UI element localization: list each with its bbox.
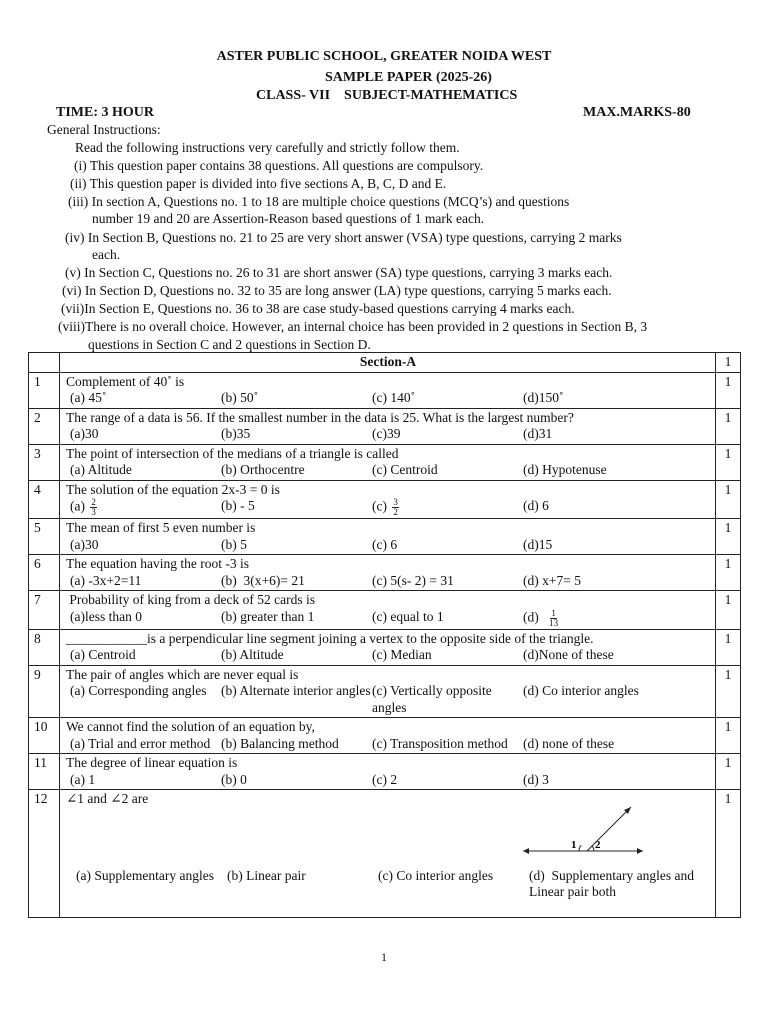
option-b: (b) Linear pair [227, 867, 306, 883]
angle-diagram [519, 804, 649, 864]
question-number: 7 [29, 591, 60, 630]
class-subject: CLASS- VII SUBJECT-MATHEMATICS [256, 88, 518, 103]
fraction-denominator: 2 [393, 507, 398, 517]
instruction-v: (v) In Section C, Questions no. 26 to 31 are short answer (SA) type questions, carrying 3 marks each. [65, 265, 613, 280]
option-a: (a) -3x+2=11 [70, 572, 142, 588]
option-c: (c)39 [372, 426, 401, 441]
question-text: The mean of first 5 even number is [66, 520, 256, 535]
question-mark: 1 [716, 408, 741, 444]
option-d-label: (d) [523, 609, 539, 625]
instruction-i: (i) This question paper contains 38 questions. All questions are compulsory. [74, 158, 484, 173]
option-c: (c) equal to 1 [372, 608, 444, 624]
fraction-numerator: 2 [91, 497, 96, 507]
paper-title: SAMPLE PAPER (2025-26) [325, 70, 492, 85]
instructions-intro: Read the following instructions very carefully and strictly follow them. [75, 140, 460, 155]
right-arrowhead [637, 848, 643, 854]
option-a: (a)less than 0 [70, 608, 142, 624]
question-number: 11 [29, 754, 60, 790]
question-row-8 [29, 629, 741, 665]
option-d: (d) x+7= 5 [523, 572, 581, 588]
question-text: Complement of 40˚ is [66, 373, 185, 389]
option-d: (d)31 [523, 426, 553, 441]
question-row-10 [29, 718, 741, 754]
question-mark: 1 [716, 591, 741, 630]
option-a: (a) 1 [70, 771, 96, 787]
questions-table [28, 352, 741, 918]
fraction-three-halves [392, 498, 399, 517]
option-b: (b) greater than 1 [221, 608, 315, 624]
option-b: (b) 3(x+6)= 21 [221, 572, 305, 588]
question-mark: 1 [716, 754, 741, 790]
page-number: 1 [381, 950, 387, 964]
option-a: (a)30 [70, 426, 99, 441]
question-number: 8 [29, 629, 60, 665]
question-text: We cannot find the solution of an equation by, [66, 719, 315, 734]
angle-2-label: 2 [595, 838, 601, 851]
option-d [523, 609, 712, 628]
left-arrowhead [523, 848, 529, 854]
time-label: TIME: 3 HOUR [56, 105, 154, 120]
question-row-3 [29, 444, 741, 480]
question-row-2 [29, 408, 741, 444]
option-c: (c) 5(s- 2) = 31 [372, 572, 454, 588]
instruction-ii: (ii) This question paper is divided into five sections A, B, C, D and E. [70, 176, 447, 191]
question-text: The range of a data is 56. If the smallest number in the data is 25. What is the largest number? [66, 409, 574, 425]
instruction-viii-cont: questions in Section C and 2 questions in Section D. [88, 337, 371, 352]
fraction-denominator: 3 [91, 507, 96, 517]
question-number: 2 [29, 408, 60, 444]
option-b: (b) Altitude [221, 647, 284, 662]
question-mark: 1 [716, 790, 741, 918]
option-c: (c) Median [372, 647, 432, 662]
question-number: 9 [29, 665, 60, 718]
option-a [70, 498, 221, 517]
option-a: (a) Supplementary angles [76, 867, 214, 883]
fraction-numerator: 3 [393, 497, 398, 507]
question-row-11 [29, 754, 741, 790]
instruction-vii: (vii)In Section E, Questions no. 36 to 38 are case study-based questions carrying 4 marks each. [61, 301, 575, 316]
question-number: 12 [29, 790, 60, 918]
option-c: (c) Transposition method [372, 735, 508, 751]
question-row-5 [29, 519, 741, 555]
max-marks-label: MAX.MARKS-80 [583, 105, 691, 120]
option-d: (d) Supplementary angles and Linear pair both [529, 867, 698, 899]
angle-2-arc [592, 846, 594, 851]
option-d: (d) Hypotenuse [523, 462, 607, 477]
option-a: (a) Altitude [70, 462, 132, 477]
instruction-viii: (viii)There is no overall choice. However, an internal choice has been provided in 2 questions in Section B, 3 [58, 319, 648, 334]
question-number: 3 [29, 444, 60, 480]
question-number: 1 [29, 372, 60, 408]
option-c: (c) 2 [372, 771, 398, 787]
fraction-one-thirteenth [548, 609, 559, 628]
option-a: (a)30 [70, 536, 99, 552]
option-b: (b)35 [221, 426, 251, 441]
option-b: (b) 50˚ [221, 390, 259, 405]
question-text: The solution of the equation 2x-3 = 0 is [66, 481, 280, 497]
option-b: (b) 0 [221, 771, 247, 787]
question-text: ∠1 and ∠2 are [66, 791, 149, 806]
option-d: (d)15 [523, 536, 553, 552]
option-a: (a) Trial and error method [70, 735, 211, 751]
instruction-iii: (iii) In section A, Questions no. 1 to 18 are multiple choice questions (MCQ’s) and questions [68, 194, 570, 209]
question-mark: 1 [716, 480, 741, 519]
question-row-7 [29, 591, 741, 630]
option-b: (b) Alternate interior angles [221, 683, 371, 698]
question-mark: 1 [716, 629, 741, 665]
question-mark: 1 [716, 444, 741, 480]
question-text: The equation having the root -3 is [66, 556, 249, 571]
option-b: (b) - 5 [221, 498, 255, 513]
instruction-vi: (vi) In Section D, Questions no. 32 to 35 are long answer (LA) type questions, carrying 5 marks each. [62, 283, 612, 298]
option-d: (d) none of these [523, 735, 615, 751]
option-d: (d) 6 [523, 498, 549, 513]
question-number: 10 [29, 718, 60, 754]
angle-1-arc [579, 845, 581, 851]
option-a: (a) Centroid [70, 647, 136, 662]
instruction-iv: (iv) In Section B, Questions no. 21 to 25 are very short answer (VSA) type questions, carrying 2 marks [65, 230, 622, 245]
option-a: (a) 45˚ [70, 390, 107, 405]
question-number: 6 [29, 555, 60, 591]
question-mark: 1 [716, 372, 741, 408]
option-c [372, 498, 523, 517]
section-mark: 1 [716, 353, 741, 373]
option-b: (b) 5 [221, 536, 247, 552]
fraction-numerator: 1 [551, 607, 556, 618]
fraction-two-thirds [90, 498, 97, 517]
question-number: 5 [29, 519, 60, 555]
option-c: (c) 140˚ [372, 390, 416, 405]
question-row-6 [29, 555, 741, 591]
option-c: (c) Vertically opposite angles [372, 683, 492, 715]
option-b: (b) Orthocentre [221, 462, 305, 477]
question-row-1 [29, 372, 741, 408]
instructions-heading: General Instructions: [47, 122, 161, 137]
question-text: The degree of linear equation is [66, 755, 238, 770]
section-num-cell [29, 353, 60, 373]
fraction-denominator: 13 [549, 617, 559, 628]
section-a-header-row [29, 353, 741, 373]
option-c: (c) 6 [372, 536, 398, 552]
school-name: ASTER PUBLIC SCHOOL, GREATER NOIDA WEST [216, 49, 552, 64]
option-d: (d)None of these [523, 647, 614, 662]
question-text: The point of intersection of the medians of a triangle is called [66, 445, 399, 461]
option-c-label: (c) [372, 498, 387, 514]
option-c: (c) Co interior angles [378, 867, 494, 883]
option-d: (d)150˚ [523, 390, 564, 405]
question-row-12 [29, 790, 741, 918]
question-mark: 1 [716, 665, 741, 718]
question-number: 4 [29, 480, 60, 519]
instruction-iv-cont: each. [92, 247, 121, 262]
question-mark: 1 [716, 519, 741, 555]
question-row-9 [29, 665, 741, 718]
question-text: ____________is a perpendicular line segment joining a vertex to the opposite side of the triangle. [66, 630, 594, 646]
option-a: (a) Corresponding angles [70, 683, 207, 698]
question-mark: 1 [716, 718, 741, 754]
option-b: (b) Balancing method [221, 735, 339, 751]
section-title: Section-A [60, 353, 716, 373]
question-text: Probability of king from a deck of 52 cards is [66, 592, 315, 607]
option-a-label: (a) [70, 498, 85, 514]
option-c: (c) Centroid [372, 462, 438, 477]
question-text: The pair of angles which are never equal is [66, 666, 299, 682]
option-d: (d) 3 [523, 771, 549, 787]
angle-1-label: 1 [571, 838, 577, 851]
ray-line [587, 807, 631, 851]
option-d: (d) Co interior angles [523, 683, 639, 698]
instruction-iii-cont: number 19 and 20 are Assertion-Reason based questions of 1 mark each. [92, 211, 485, 226]
question-mark: 1 [716, 555, 741, 591]
question-row-4 [29, 480, 741, 519]
